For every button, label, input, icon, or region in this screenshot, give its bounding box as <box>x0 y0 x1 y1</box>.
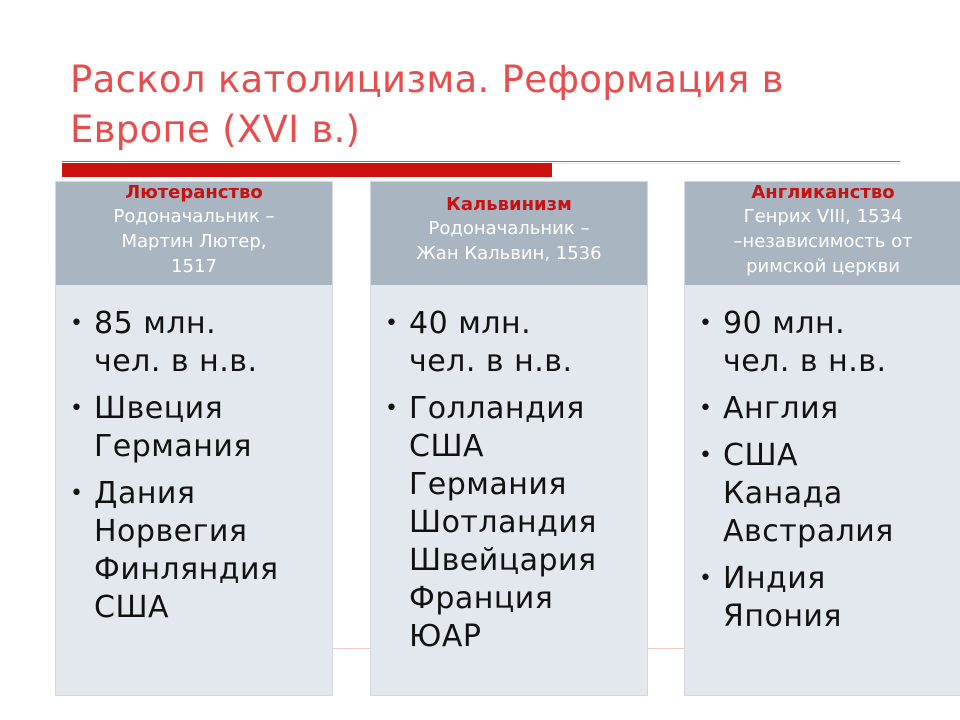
list-item-line: Германия <box>409 467 567 502</box>
list-item-line: Англия <box>723 391 839 426</box>
list-item-line: 90 млн. <box>723 306 846 341</box>
bullet-icon: • <box>699 396 712 421</box>
list-item-line: Япония <box>723 599 842 634</box>
title-accent-bar <box>62 163 552 177</box>
founder-line: 1517 <box>171 256 217 277</box>
founder-line: Мартин Лютер, <box>121 231 267 252</box>
slide-title-line-1: Раскол католицизма. Реформация в <box>70 58 784 101</box>
column-header <box>56 182 332 285</box>
founder-line: –независимость от <box>733 231 913 252</box>
column-header <box>685 182 960 285</box>
title-rule-thin <box>62 161 900 162</box>
column-body <box>685 285 960 636</box>
bullet-icon: • <box>70 396 83 421</box>
list-item-line: Финляндия <box>94 552 279 587</box>
list-item <box>699 305 951 381</box>
list-item <box>699 390 951 428</box>
list-item <box>385 305 637 381</box>
founder-line: Родоначальник – <box>113 206 275 227</box>
list-item <box>699 560 951 636</box>
column-calvinism <box>370 181 648 696</box>
column-lutheranism <box>55 181 333 696</box>
list-item-line: Германия <box>94 429 252 464</box>
list-item-line: Шотландия <box>409 505 597 540</box>
slide-title <box>70 55 930 155</box>
column-header <box>371 182 647 285</box>
list-item-line: Франция <box>409 581 554 616</box>
bullet-icon: • <box>385 396 398 421</box>
founder-line: Жан Кальвин, 1536 <box>416 243 602 264</box>
list-item-line: Швеция <box>94 391 224 426</box>
founder-line: римской церкви <box>746 256 900 277</box>
list-item <box>385 390 637 656</box>
list-item-line: чел. в н.в. <box>409 344 573 379</box>
bullet-icon: • <box>699 443 712 468</box>
list-item-line: США <box>409 429 485 464</box>
list-item-line: Дания <box>94 476 196 511</box>
list-item-line: США <box>94 590 170 625</box>
list-item-line: Индия <box>723 561 826 596</box>
bullet-icon: • <box>699 566 712 591</box>
list-item-line: чел. в н.в. <box>723 344 887 379</box>
slide-title-line-2: Европе (XVI в.) <box>70 108 361 151</box>
list-item-line: 85 млн. <box>94 306 217 341</box>
list-item-line: Австралия <box>723 514 894 549</box>
founder-line: Генрих VIII, 1534 <box>743 206 903 227</box>
bullet-icon: • <box>70 311 83 336</box>
column-body <box>56 285 332 627</box>
list-item <box>70 390 322 466</box>
bullet-icon: • <box>699 311 712 336</box>
list-item <box>699 437 951 551</box>
column-anglicanism <box>684 181 960 696</box>
list-item-line: Швейцария <box>409 543 597 578</box>
column-body <box>371 285 647 656</box>
column-title: Лютеранство <box>125 182 263 203</box>
column-title: Англиканство <box>751 182 895 203</box>
list-item-line: ЮАР <box>409 619 482 654</box>
founder-line: Родоначальник – <box>428 218 590 239</box>
list-item-line: США <box>723 438 799 473</box>
list-item <box>70 305 322 381</box>
list-item-line: 40 млн. <box>409 306 532 341</box>
list-item-line: Норвегия <box>94 514 248 549</box>
bullet-icon: • <box>70 481 83 506</box>
list-item-line: Голландия <box>409 391 585 426</box>
list-item-line: чел. в н.в. <box>94 344 258 379</box>
list-item <box>70 475 322 627</box>
bullet-icon: • <box>385 311 398 336</box>
list-item-line: Канада <box>723 476 843 511</box>
column-title: Кальвинизм <box>446 194 572 215</box>
